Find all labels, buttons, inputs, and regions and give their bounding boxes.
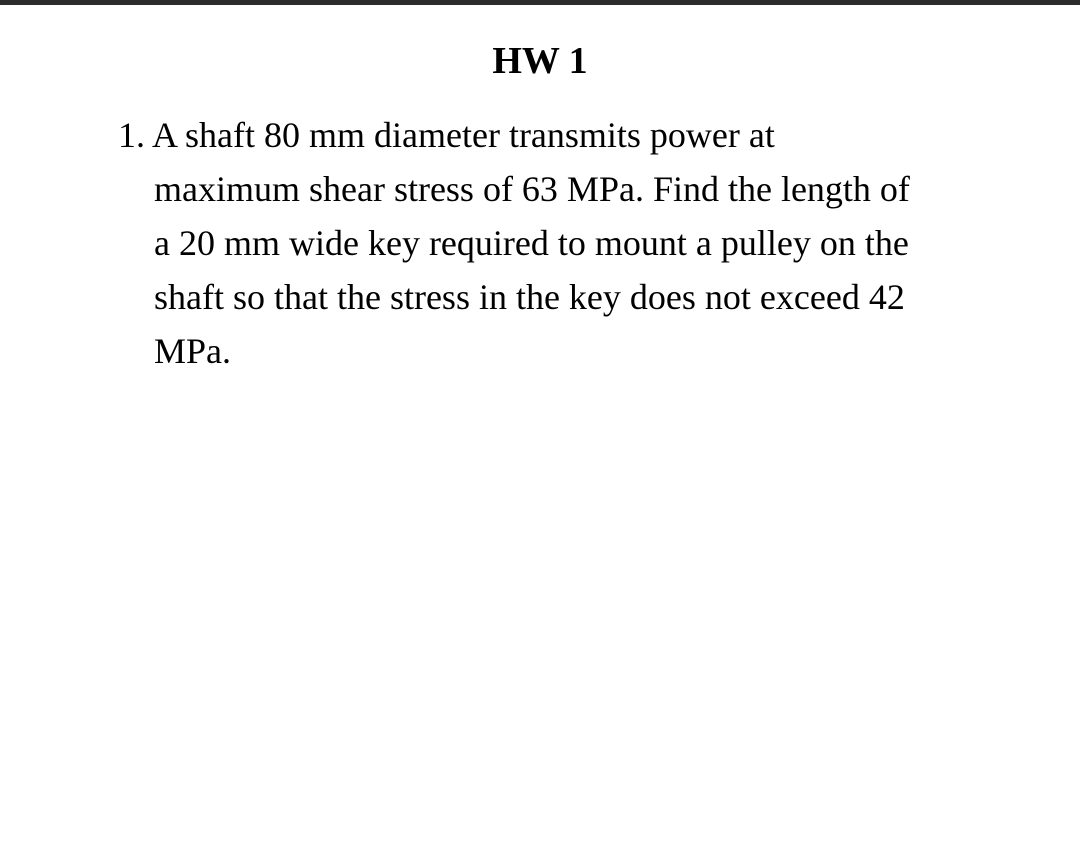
problem-line: MPa. — [154, 331, 232, 371]
problem-line: maximum shear stress of 63 MPa. Find the length of — [154, 169, 910, 209]
problem-line: a 20 mm wide key required to mount a pulley on the — [154, 223, 909, 263]
problem-line: 1. A shaft 80 mm diameter transmits power at — [118, 115, 775, 155]
document-title: HW 1 — [492, 40, 588, 82]
problem-line: shaft so that the stress in the key does not exceed 42 — [154, 277, 905, 317]
problem-1 — [118, 108, 1018, 378]
